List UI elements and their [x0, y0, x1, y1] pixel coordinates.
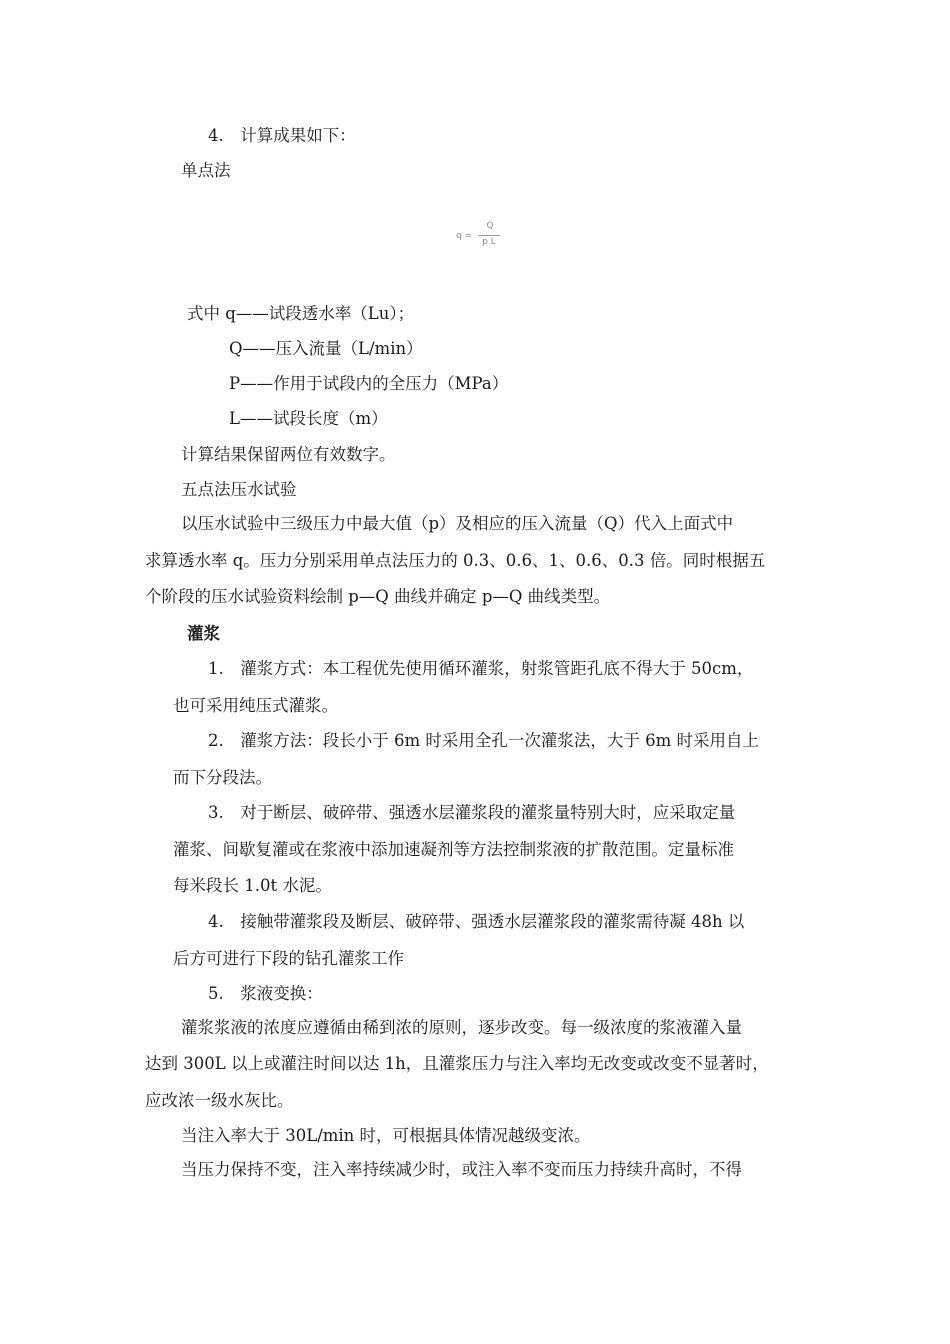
pressure-paragraph: 当压力保持不变，注入率持续减少时，或注入率不变而压力持续升高时，不得 [181, 1160, 742, 1179]
five-point-method-title: 五点法压水试验 [181, 480, 297, 499]
definition-P: P——作用于试段内的全压力（MPa） [229, 374, 509, 393]
definition-L: L——试段长度（m） [229, 409, 388, 428]
formula-lhs: q = [456, 231, 473, 241]
five-point-paragraph-line: 求算透水率 q。压力分别采用单点法压力的 0.3、0.6、1、0.6、0.3 倍。同时根据五 [145, 551, 766, 570]
formula-fraction-bar [478, 235, 500, 236]
calc-results-heading: 4. 计算成果如下： [208, 126, 356, 145]
grouting-item-4-cont: 后方可进行下段的钻孔灌浆工作 [173, 949, 404, 968]
grouting-section-title: 灌浆 [187, 624, 220, 643]
grouting-item-1: 1. 灌浆方式：本工程优先使用循环灌浆，射浆管距孔底不得大于 50cm， [208, 659, 754, 678]
five-point-paragraph-line: 个阶段的压水试验资料绘制 p—Q 曲线并确定 p—Q 曲线类型。 [145, 587, 611, 606]
definition-q: 式中 q——试段透水率（Lu）； [187, 304, 415, 323]
five-point-paragraph-line: 以压水试验中三级压力中最大值（p）及相应的压入流量（Q）代入上面式中 [181, 514, 734, 533]
definition-Q: Q——压入流量（L/min） [229, 339, 423, 358]
grouting-item-4: 4. 接触带灌浆段及断层、破碎带、强透水层灌浆段的灌浆需待凝 48h 以 [208, 912, 745, 931]
slurry-paragraph-line: 灌浆浆液的浓度应遵循由稀到浓的原则，逐步改变。每一级浓度的浆液灌入量 [181, 1018, 742, 1037]
formula-numerator: Q [486, 221, 494, 231]
slurry-paragraph-line: 应改浓一级水灰比。 [145, 1091, 294, 1110]
grouting-item-2: 2. 灌浆方法：段长小于 6m 时采用全孔一次灌浆法，大于 6m 时采用自上 [208, 731, 760, 750]
single-point-method-label: 单点法 [181, 161, 231, 180]
significant-digits-note: 计算结果保留两位有效数字。 [181, 445, 396, 464]
formula-denominator: p L [482, 237, 496, 247]
slurry-paragraph-line: 达到 300L 以上或灌注时间以达 1h，且灌浆压力与注入率均无改变或改变不显著时， [145, 1054, 769, 1073]
grouting-item-3-cont: 灌浆、间歇复灌或在浆液中添加速凝剂等方法控制浆液的扩散范围。定量标准 [173, 840, 734, 859]
grouting-item-3: 3. 对于断层、破碎带、强透水层灌浆段的灌浆量特别大时，应采取定量 [208, 803, 736, 822]
grouting-item-5: 5. 浆液变换： [208, 984, 323, 1003]
grouting-item-2-cont: 而下分段法。 [173, 768, 272, 787]
injection-rate-paragraph: 当注入率大于 30L/min 时，可根据具体情况越级变浓。 [181, 1126, 591, 1145]
grouting-item-3-cont: 每米段长 1.0t 水泥。 [173, 876, 332, 895]
grouting-item-1-cont: 也可采用纯压式灌浆。 [173, 696, 338, 715]
